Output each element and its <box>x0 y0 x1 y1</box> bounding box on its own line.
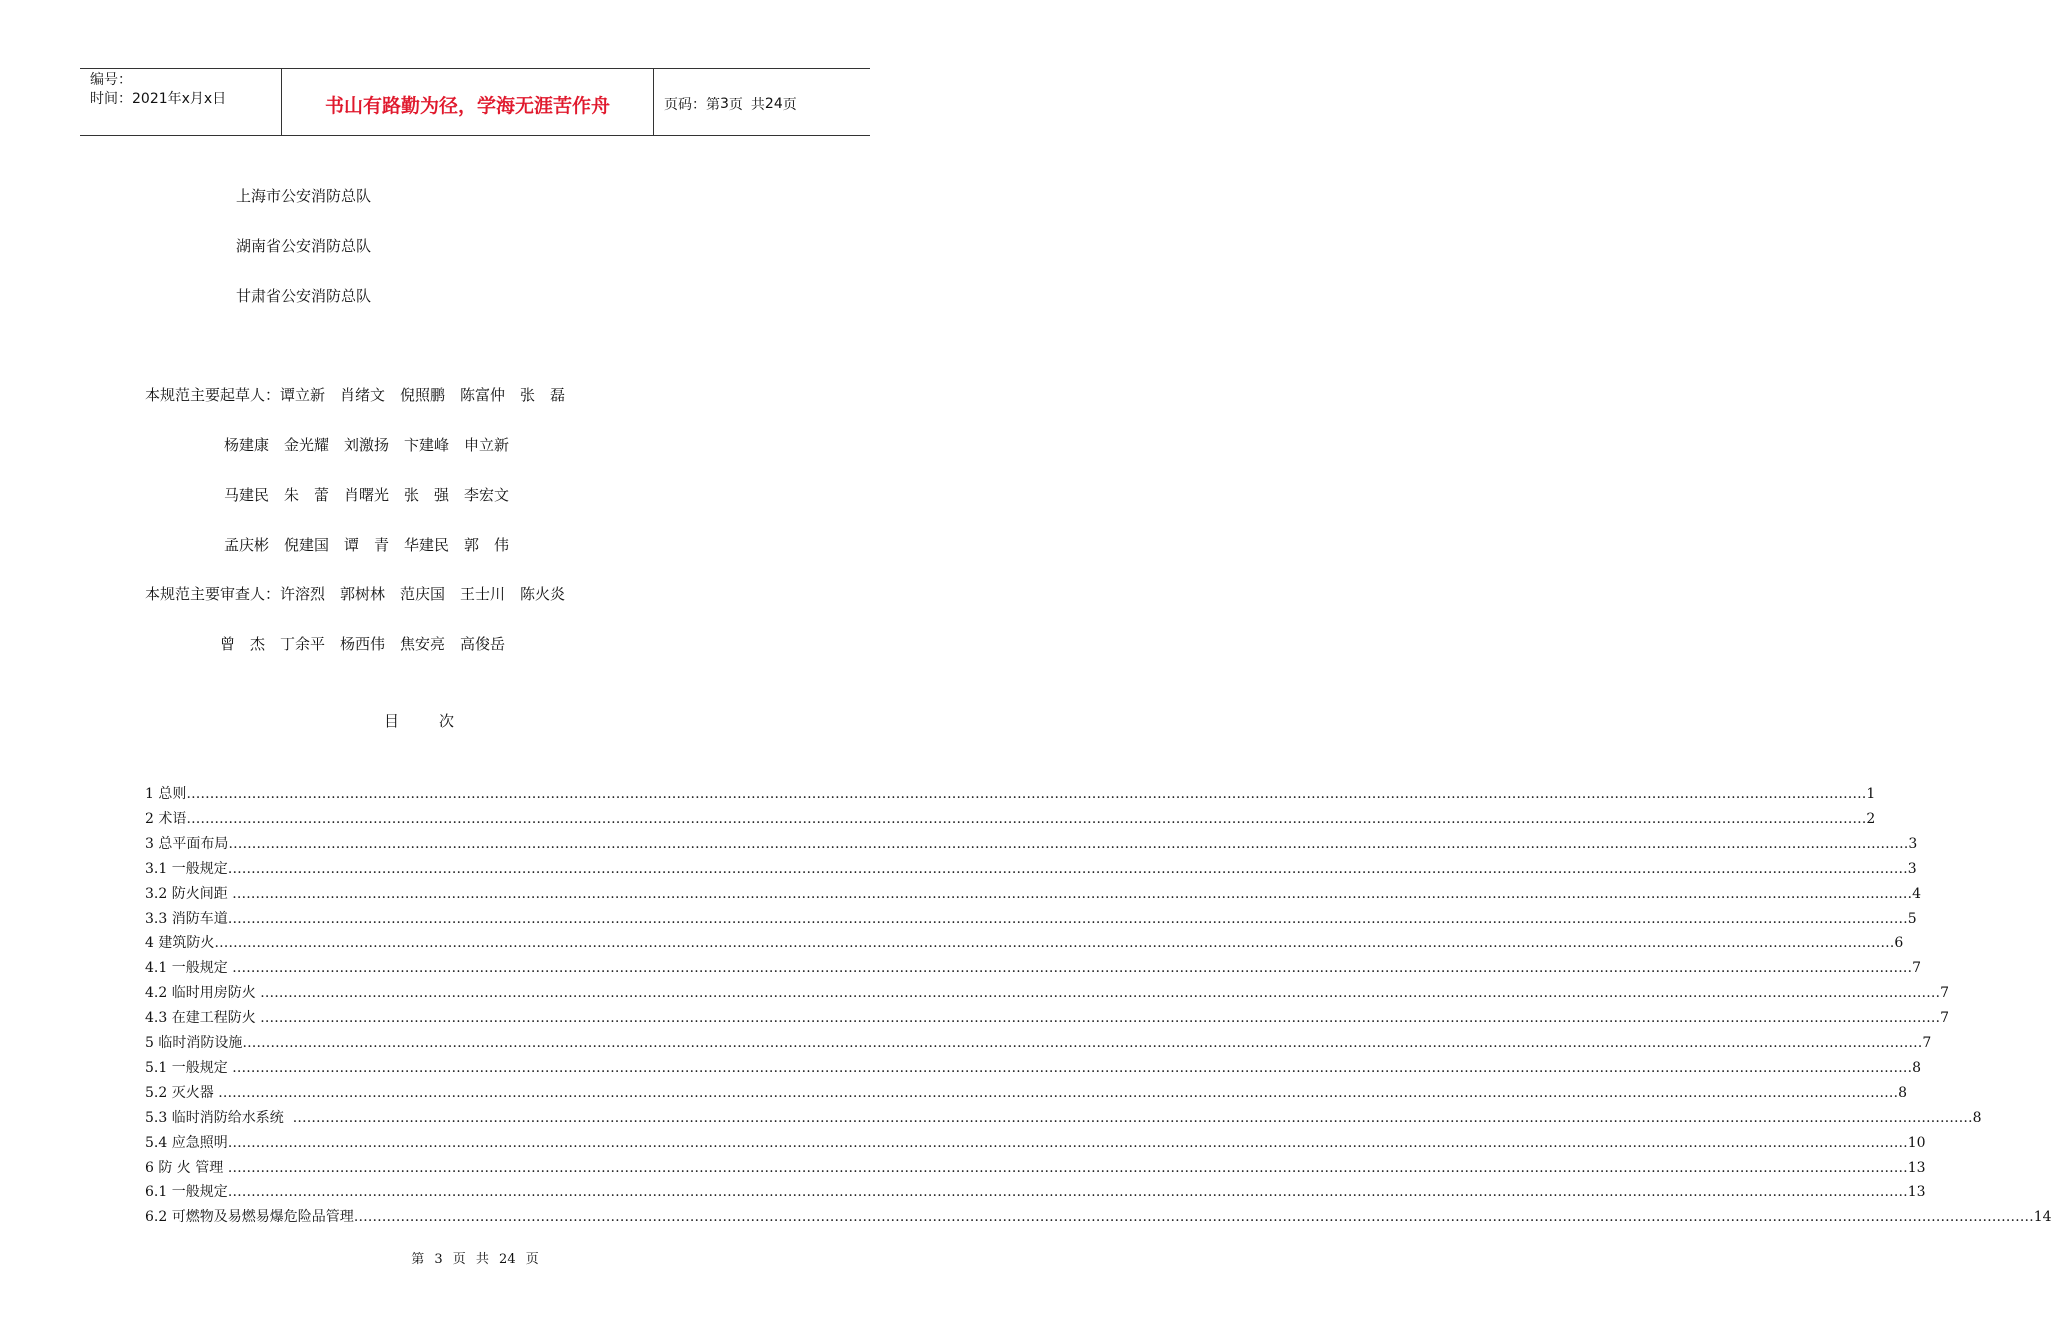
toc-entry[interactable] <box>145 959 1922 977</box>
toc-leader-dots: ……………………………………………………………………………………………………………………………………………………………………………………………………………………………………………………………………………………………………………………………… <box>228 835 1909 852</box>
toc-entry-label: 4.2 临时用房防火 <box>145 985 261 1002</box>
toc-leader-dots: ……………………………………………………………………………………………………………………………………………………………………………………………………………………………………………………………………………………………………………………………… <box>227 910 1908 927</box>
toc-entry-label: 6.1 一般规定 <box>145 1184 228 1201</box>
toc-entry-label: 5.1 一般规定 <box>145 1059 233 1076</box>
toc-entry[interactable] <box>145 984 1950 1002</box>
toc-entry-page: 6 <box>1894 935 1904 952</box>
toc-leader-dots: ……………………………………………………………………………………………………………………………………………………………………………………………………………………………………………………………………………………………………………………………… <box>232 885 1913 902</box>
toc-entry-page: 13 <box>1907 1159 1926 1176</box>
toc-entry-page: 8 <box>1898 1084 1908 1101</box>
toc-entry-label: 6.2 可燃物及易燃易爆危险品管理 <box>145 1209 354 1226</box>
toc-entry-page: 4 <box>1912 885 1922 902</box>
toc-entry-label: 3 总平面布局 <box>145 835 229 852</box>
reviewers-names: 曾 杰 丁余平 杨西伟 焦安亮 高俊岳 <box>220 635 506 653</box>
toc-leader-dots: ……………………………………………………………………………………………………………………………………………………………………………………………………………………………………………………………………………………………………………………………… <box>260 1010 1941 1027</box>
toc-entry-page: 8 <box>1912 1059 1922 1076</box>
toc-leader-dots: ……………………………………………………………………………………………………………………………………………………………………………………………………………………………………………………………………………………………………………………………… <box>227 1184 1908 1201</box>
unit-line: 湖南省公安消防总队 <box>236 237 372 255</box>
toc-entry-label: 4 建筑防火 <box>145 935 215 952</box>
drafters-names: 马建民 朱 蕾 肖曙光 张 强 李宏文 <box>224 486 510 504</box>
toc-entry-page: 7 <box>1940 1010 1950 1027</box>
toc-entry-label: 5 临时消防设施 <box>145 1035 243 1051</box>
toc-entry-page: 13 <box>1907 1184 1926 1201</box>
toc-entry[interactable] <box>145 1059 1922 1077</box>
toc-leader-dots: ……………………………………………………………………………………………………………………………………………………………………………………………………………………………………………………………………………………………………………………………… <box>227 860 1908 877</box>
toc-entry[interactable] <box>145 1208 2052 1226</box>
toc-entry-label: 4.3 在建工程防火 <box>145 1010 261 1027</box>
reviewers-names: 许溶烈 郭树林 范庆国 王士川 陈火炎 <box>280 585 566 603</box>
toc-leader-dots: ……………………………………………………………………………………………………………………………………………………………………………………………………………………………………………………………………………………………………………………………… <box>242 1035 1923 1051</box>
toc-entry[interactable] <box>145 1183 1926 1201</box>
toc-entry-label: 2 术语 <box>145 810 187 827</box>
toc-entry-page: 8 <box>1972 1109 1982 1126</box>
header-motto: 书山有路勤为径，学海无涯苦作舟 <box>282 69 654 135</box>
toc-entry[interactable] <box>145 810 1876 828</box>
drafters-names: 谭立新 肖绪文 倪照鹏 陈富仲 张 磊 <box>280 386 566 404</box>
page-total: 24 <box>764 96 783 112</box>
page-total-label: 共 <box>750 97 765 113</box>
toc-entry[interactable] <box>145 910 1917 928</box>
toc-leader-dots: ……………………………………………………………………………………………………………………………………………………………………………………………………………………………………………………………………………………………………………………………… <box>232 960 1913 977</box>
toc-entry-page: 3 <box>1907 860 1917 877</box>
toc-entry-label: 1 总则 <box>145 786 187 802</box>
drafters-names: 杨建康 金光耀 刘激扬 卞建峰 申立新 <box>224 436 510 454</box>
page-mid: 页 <box>728 97 743 113</box>
drafters-label: 本规范主要起草人： <box>145 386 281 404</box>
toc-leader-dots: ……………………………………………………………………………………………………………………………………………………………………………………………………………………………………………………………………………………………………………………………… <box>227 1134 1908 1151</box>
number-label: 编号： <box>90 72 132 88</box>
unit-line: 甘肃省公安消防总队 <box>236 287 372 305</box>
toc-entry-label: 6 防 火 管理 <box>145 1159 228 1176</box>
toc-entry-page: 1 <box>1866 786 1876 802</box>
toc-entry-page: 10 <box>1907 1134 1926 1151</box>
time-label: 时间：2021年x月x日 <box>90 91 227 107</box>
toc-entry-label: 5.2 灭火器 <box>145 1084 219 1101</box>
toc-leader-dots: ……………………………………………………………………………………………………………………………………………………………………………………………………………………………………………………………………………………………………………………………… <box>186 786 1867 802</box>
unit-line: 上海市公安消防总队 <box>236 187 372 205</box>
toc-entry-label: 3.1 一般规定 <box>145 860 228 877</box>
toc-entry-page: 7 <box>1912 960 1922 977</box>
toc-entry-label: 4.1 一般规定 <box>145 960 233 977</box>
toc-leader-dots: ……………………………………………………………………………………………………………………………………………………………………………………………………………………………………………………………………………………………………………………………… <box>186 810 1867 827</box>
toc-leader-dots: ……………………………………………………………………………………………………………………………………………………………………………………………………………………………………………………………………………………………………………………………… <box>214 935 1895 952</box>
toc-entry-label: 5.4 应急照明 <box>145 1134 228 1151</box>
toc-entry[interactable] <box>145 1034 1932 1052</box>
toc-leader-dots: ……………………………………………………………………………………………………………………………………………………………………………………………………………………………………………………………………………………………………………………………… <box>232 1059 1913 1076</box>
toc-entry-label: 3.2 防火间距 <box>145 885 233 902</box>
toc-entry[interactable] <box>145 885 1922 903</box>
toc-entry-page: 7 <box>1940 985 1950 1002</box>
page-footer: 第 3 页 共 24 页 <box>411 1252 539 1267</box>
toc-entry[interactable] <box>145 785 1876 803</box>
reviewers-line <box>145 584 565 604</box>
header-page-info <box>654 69 870 135</box>
toc-entry[interactable] <box>145 1134 1926 1152</box>
toc-entry[interactable] <box>145 860 1917 878</box>
toc-entry[interactable] <box>145 934 1904 952</box>
toc-entry[interactable] <box>145 1009 1950 1027</box>
toc-entry-label: 3.3 消防车道 <box>145 910 228 927</box>
toc-entry-page: 14 <box>2033 1209 2052 1226</box>
toc-entry-page: 2 <box>1866 810 1876 827</box>
header-meta <box>80 69 282 135</box>
page-label: 页码：第 <box>664 97 720 113</box>
toc-entry-page: 5 <box>1907 910 1917 927</box>
toc-entry[interactable] <box>145 1109 1982 1127</box>
drafters-line <box>145 385 565 405</box>
page-header <box>80 68 870 136</box>
toc-leader-dots: ……………………………………………………………………………………………………………………………………………………………………………………………………………………………………………………………………………………………………………………………… <box>227 1159 1908 1176</box>
toc-entry-label: 5.3 临时消防给水系统 <box>145 1109 293 1126</box>
page-end: 页 <box>782 97 797 113</box>
toc-leader-dots: ……………………………………………………………………………………………………………………………………………………………………………………………………………………………………………………………………………………………………………………………… <box>292 1109 1973 1126</box>
toc-entry[interactable] <box>145 1084 1908 1102</box>
drafters-names: 孟庆彬 倪建国 谭 青 华建民 郭 伟 <box>224 536 510 554</box>
toc-entry-page: 3 <box>1908 835 1918 852</box>
toc-entry-page: 7 <box>1922 1035 1932 1051</box>
page-current: 3 <box>720 96 729 112</box>
toc-entry[interactable] <box>145 1159 1926 1177</box>
reviewers-label: 本规范主要审查人： <box>145 585 281 603</box>
toc-title: 目 次 <box>384 712 455 730</box>
toc-entry[interactable] <box>145 835 1918 853</box>
toc-leader-dots: ……………………………………………………………………………………………………………………………………………………………………………………………………………………………………………………………………………………………………………………………… <box>218 1084 1899 1101</box>
toc-leader-dots: ……………………………………………………………………………………………………………………………………………………………………………………………………………………………………………………………………………………………………………………………… <box>260 985 1941 1002</box>
toc-leader-dots: ……………………………………………………………………………………………………………………………………………………………………………………………………………………………………………………………………………………………………………………………… <box>353 1209 2034 1226</box>
